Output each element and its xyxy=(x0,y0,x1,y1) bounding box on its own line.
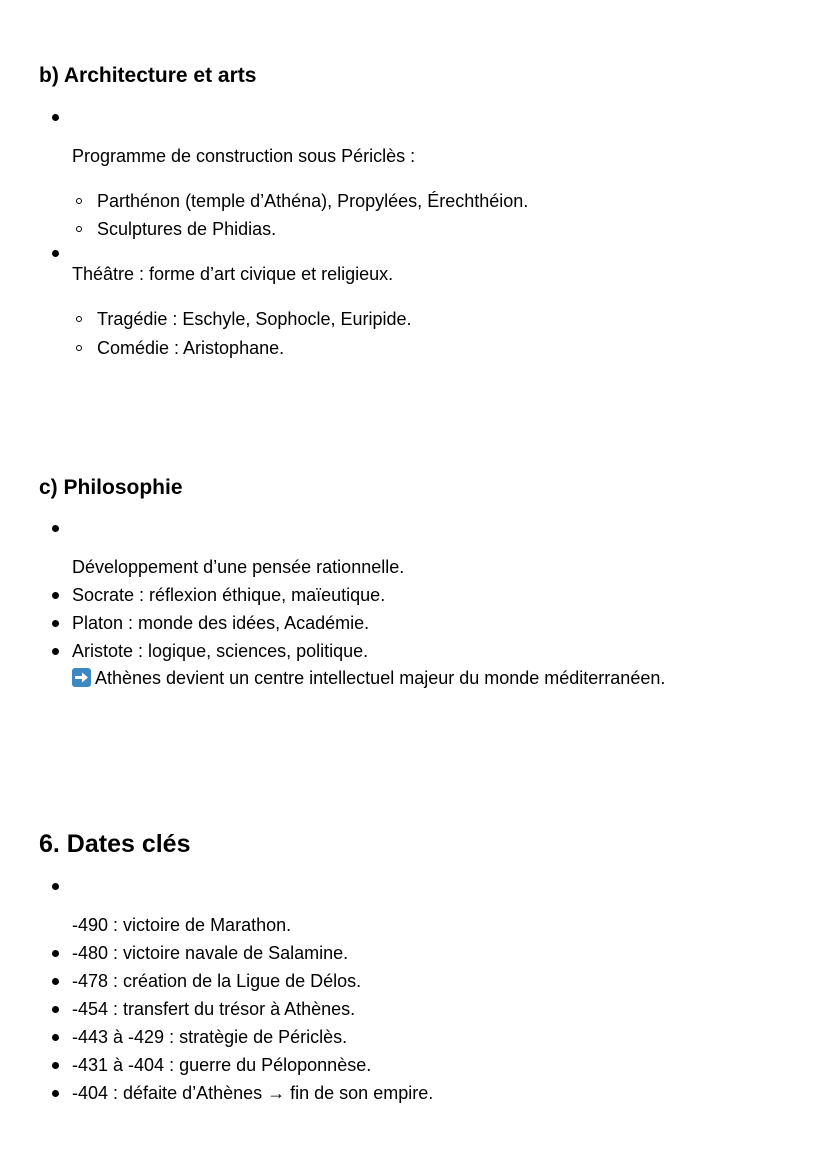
bullet xyxy=(52,883,59,890)
list-item-date: -404 : défaite d’Athènes → fin de son empire. xyxy=(72,1083,434,1103)
list-item-date: -443 à -429 : stratègie de Périclès. xyxy=(72,1027,348,1047)
sub-bullet xyxy=(76,345,82,351)
list-item: Développement d’une pensée rationnelle. xyxy=(72,557,405,577)
bullet xyxy=(52,950,59,957)
conclusion-text: Athènes devient un centre intellectuel majeur du monde méditerranéen. xyxy=(95,668,666,688)
sub-bullet xyxy=(76,198,82,204)
bullet xyxy=(52,1090,59,1097)
bullet xyxy=(52,250,59,257)
list-item-date: -454 : transfert du trésor à Athènes. xyxy=(72,999,356,1019)
bullet xyxy=(52,648,59,655)
right-arrow-icon xyxy=(72,668,91,687)
list-item-date: -480 : victoire navale de Salamine. xyxy=(72,943,349,963)
sub-list-item: Tragédie : Eschyle, Sophocle, Euripide. xyxy=(97,309,412,329)
list-item-date: -490 : victoire de Marathon. xyxy=(72,915,292,935)
bullet xyxy=(52,1062,59,1069)
section-heading-architecture: b) Architecture et arts xyxy=(39,64,257,87)
section-heading-dates: 6. Dates clés xyxy=(39,830,191,858)
sub-list-item: Parthénon (temple d’Athéna), Propylées, Érechthéion. xyxy=(97,191,529,211)
bullet xyxy=(52,114,59,121)
list-item: Platon : monde des idées, Académie. xyxy=(72,613,370,633)
bullet xyxy=(52,1006,59,1013)
list-item-date: -478 : création de la Ligue de Délos. xyxy=(72,971,362,991)
bullet xyxy=(52,978,59,985)
sub-list-item: Comédie : Aristophane. xyxy=(97,338,285,358)
sub-list-item: Sculptures de Phidias. xyxy=(97,219,277,239)
bullet xyxy=(52,620,59,627)
sub-bullet xyxy=(76,316,82,322)
list-item-date: -431 à -404 : guerre du Péloponnèse. xyxy=(72,1055,372,1075)
list-item-theatre: Théâtre : forme d’art civique et religieux. xyxy=(72,264,394,284)
bullet xyxy=(52,592,59,599)
sub-bullet xyxy=(76,226,82,232)
bullet xyxy=(52,525,59,532)
bullet xyxy=(52,1034,59,1041)
list-item-construction: Programme de construction sous Périclès : xyxy=(72,146,416,166)
conclusion-line xyxy=(72,667,665,689)
list-item: Socrate : réflexion éthique, maïeutique. xyxy=(72,585,386,605)
section-heading-philosophie: c) Philosophie xyxy=(39,476,183,499)
list-item: Aristote : logique, sciences, politique. xyxy=(72,641,369,661)
